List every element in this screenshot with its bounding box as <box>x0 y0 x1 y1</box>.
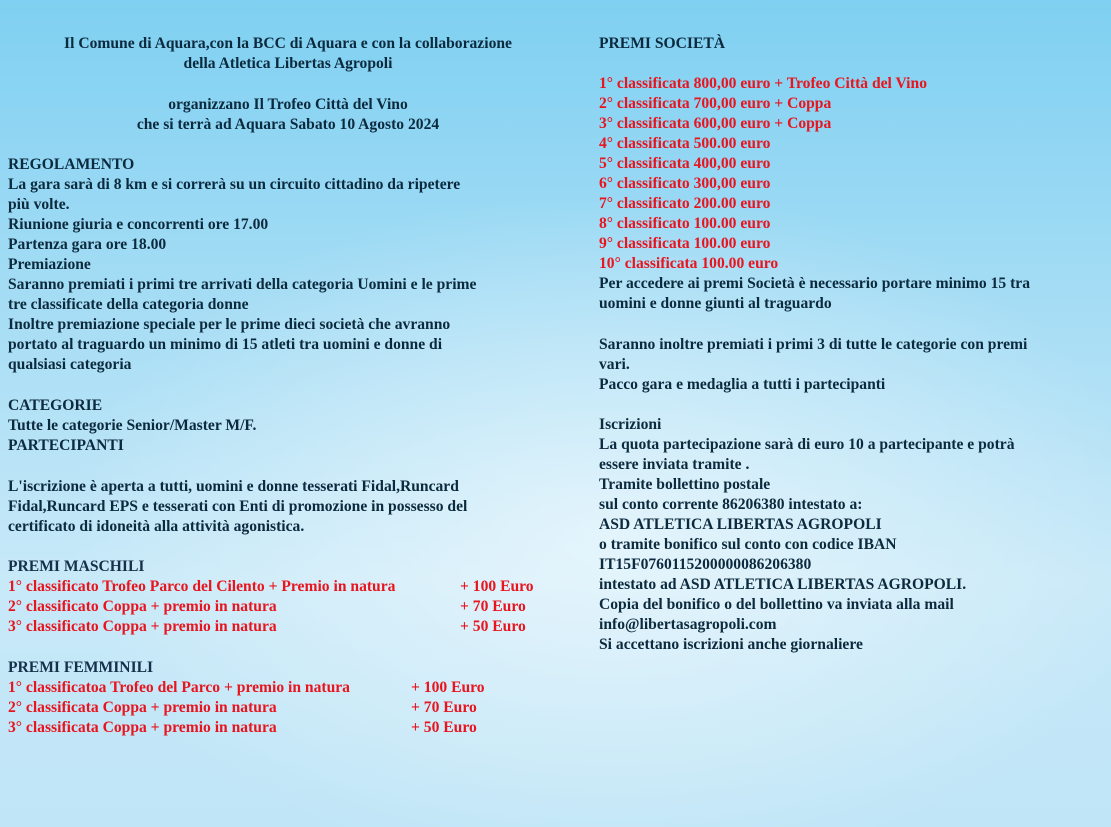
iscrizioni-line: La quota partecipazione sarà di euro 10 a partecipante e potrà <box>599 436 1015 453</box>
premio-label: 2° classificato Coppa + premio in natura <box>8 598 277 615</box>
regolamento-line: Saranno premiati i primi tre arrivati della categoria Uomini e le prime <box>8 276 477 293</box>
regolamento-title: REGOLAMENTO <box>8 156 135 173</box>
iscrizioni-line: Si accettano iscrizioni anche giornaliere <box>599 636 863 653</box>
regolamento-line: portato al traguardo un minimo di 15 atleti tra uomini e donne di <box>8 336 443 353</box>
regolamento-line: più volte. <box>8 196 70 213</box>
header-line-3: organizzano Il Trofeo Città del Vino <box>168 96 408 113</box>
premio-maschile-row <box>8 597 568 617</box>
premio-amount: + 50 Euro <box>411 719 477 736</box>
iscrizioni-line: ASD ATLETICA LIBERTAS AGROPOLI <box>599 516 882 533</box>
regolamento-line: qualsiasi categoria <box>8 356 132 373</box>
premio-amount: + 50 Euro <box>460 618 526 635</box>
regolamento-line: La gara sarà di 8 km e si correrà su un circuito cittadino da ripetere <box>8 176 461 193</box>
iscrizioni-line: intestato ad ASD ATLETICA LIBERTAS AGROPOLI. <box>599 576 967 593</box>
premio-femminile-row <box>8 698 568 718</box>
premio-maschile-row <box>8 617 568 637</box>
partecipanti-line: certificato di idoneità alla attività agonistica. <box>8 518 305 535</box>
iscrizioni-title: Iscrizioni <box>599 416 662 433</box>
premio-amount: + 100 Euro <box>460 578 534 595</box>
premio-societa-item: 7° classificato 200.00 euro <box>599 195 771 212</box>
iscrizioni-line: Copia del bonifico o del bollettino va inviata alla mail <box>599 596 954 613</box>
regolamento-line: Inoltre premiazione speciale per le prime dieci società che avranno <box>8 316 451 333</box>
premio-label: 1° classificatoa Trofeo del Parco + premio in natura <box>8 679 350 696</box>
iban-code: IT15F0760115200000086206380 <box>599 556 812 573</box>
premio-label: 3° classificata Coppa + premio in natura <box>8 719 277 736</box>
premio-societa-item: 2° classificata 700,00 euro + Coppa <box>599 95 832 112</box>
categorie-title: CATEGORIE <box>8 397 103 414</box>
premio-femminile-row <box>8 718 568 738</box>
premio-label: 3° classificato Coppa + premio in natura <box>8 618 277 635</box>
categorie-line: Tutte le categorie Senior/Master M/F. <box>8 417 257 434</box>
premio-societa-item: 4° classificata 500.00 euro <box>599 135 771 152</box>
iscrizioni-line: essere inviata tramite . <box>599 456 750 473</box>
extra-line: Saranno inoltre premiati i primi 3 di tutte le categorie con premi <box>599 336 1028 353</box>
premio-maschile-row <box>8 577 568 597</box>
premio-amount: + 100 Euro <box>411 679 485 696</box>
extra-line: vari. <box>599 356 630 373</box>
regolamento-line: tre classificate della categoria donne <box>8 296 249 313</box>
premi-societa-note: Per accedere ai premi Società è necessario portare minimo 15 tra <box>599 275 1031 292</box>
regolamento-line: Premiazione <box>8 256 91 273</box>
iscrizioni-line: sul conto corrente 86206380 intestato a: <box>599 496 863 513</box>
premi-societa-note: uomini e donne giunti al traguardo <box>599 295 832 312</box>
premio-societa-item: 1° classificata 800,00 euro + Trofeo Città del Vino <box>599 75 927 92</box>
partecipanti-line: Fidal,Runcard EPS e tesserati con Enti di promozione in possesso del <box>8 498 468 515</box>
premi-femminili-title: PREMI FEMMINILI <box>8 659 154 676</box>
partecipanti-line: L'iscrizione è aperta a tutti, uomini e donne tesserati Fidal,Runcard <box>8 478 459 495</box>
header-line-2: della Atletica Libertas Agropoli <box>183 55 393 72</box>
premio-amount: + 70 Euro <box>411 699 477 716</box>
premio-societa-item: 3° classificata 600,00 euro + Coppa <box>599 115 832 132</box>
premio-societa-item: 5° classificata 400,00 euro <box>599 155 771 172</box>
premio-femminile-row <box>8 678 568 698</box>
premio-amount: + 70 Euro <box>460 598 526 615</box>
premio-label: 2° classificata Coppa + premio in natura <box>8 699 277 716</box>
premio-societa-item: 10° classificata 100.00 euro <box>599 255 779 272</box>
iscrizioni-line: o tramite bonifico sul conto con codice IBAN <box>599 536 897 553</box>
premio-societa-item: 8° classificato 100.00 euro <box>599 215 771 232</box>
premi-maschili-title: PREMI MASCHILI <box>8 558 145 575</box>
extra-line: Pacco gara e medaglia a tutti i partecipanti <box>599 376 886 393</box>
regolamento-line: Partenza gara ore 18.00 <box>8 236 167 253</box>
header-line-4: che si terrà ad Aquara Sabato 10 Agosto 2024 <box>136 116 440 133</box>
premio-societa-item: 6° classificato 300,00 euro <box>599 175 771 192</box>
premi-societa-title: PREMI SOCIETÀ <box>599 35 726 52</box>
regolamento-line: Riunione giuria e concorrenti ore 17.00 <box>8 216 269 233</box>
email-address: info@libertasagropoli.com <box>599 616 777 633</box>
premio-label: 1° classificato Trofeo Parco del Cilento + Premio in natura <box>8 578 396 595</box>
partecipanti-title: PARTECIPANTI <box>8 437 124 454</box>
header-line-1: Il Comune di Aquara,con la BCC di Aquara e con la collaborazione <box>64 35 512 52</box>
iscrizioni-line: Tramite bollettino postale <box>599 476 771 493</box>
premio-societa-item: 9° classificata 100.00 euro <box>599 235 771 252</box>
